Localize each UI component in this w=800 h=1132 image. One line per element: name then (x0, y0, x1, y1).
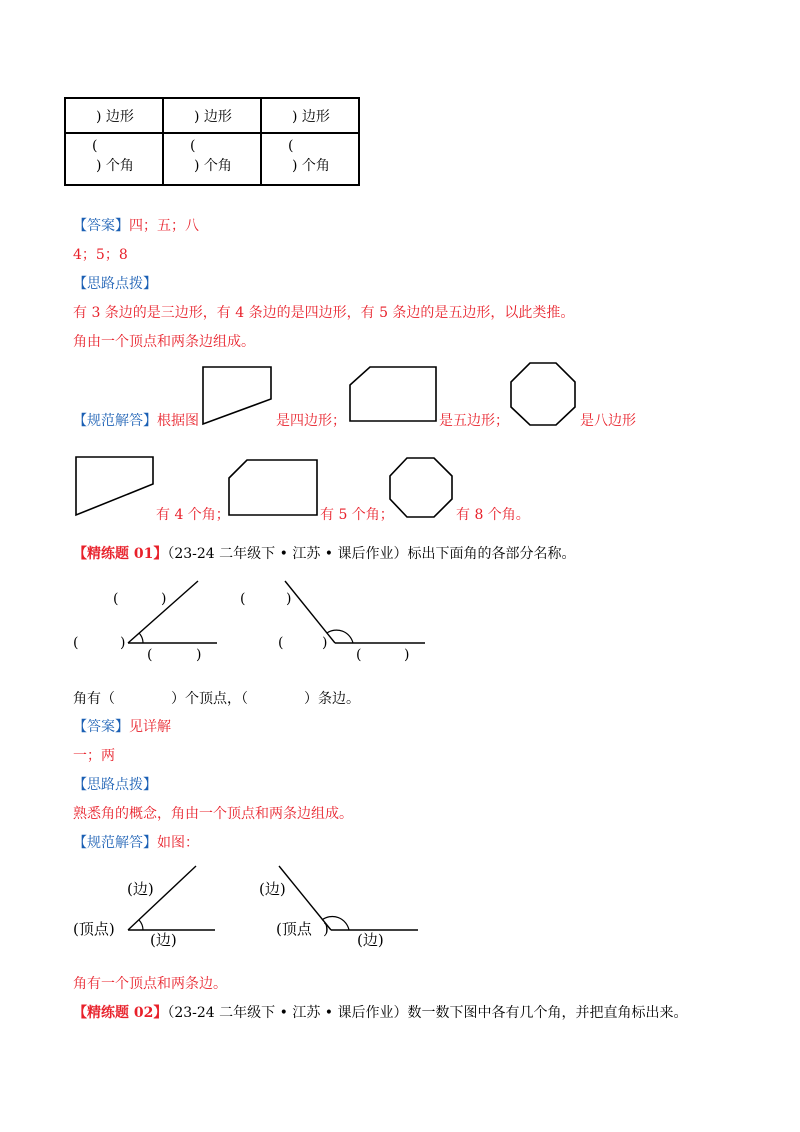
angle-arc (139, 920, 143, 930)
blank-open: ( (73, 635, 79, 651)
hint-tag: 【思路点拨】 (73, 777, 157, 793)
answer-line-2: 一；两 (73, 748, 115, 764)
solution-lead: 如图： (157, 835, 199, 851)
cell-text: ) 边形 (194, 109, 232, 125)
exercise-question: 角有（ ）个顶点，（ ）条边。 (73, 691, 360, 707)
hint-tag: 【思路点拨】 (73, 276, 157, 292)
blank-close: ) (196, 647, 202, 663)
exercise-text: （23-24 二年级下 • 江苏 • 课后作业）数一数下图中各有几个角，并把直角标出来。 (167, 1005, 688, 1021)
edge-label: (边) (150, 931, 177, 949)
blank-close: ) (404, 647, 410, 663)
blank-close: ) (161, 591, 167, 607)
answer-tag: 【答案】 (73, 218, 129, 234)
hint-line: 熟悉角的概念，角由一个顶点和两条边组成。 (73, 806, 353, 822)
blank-open: ( (147, 647, 153, 663)
exercise-tag: 【精练题 01】 (73, 546, 168, 562)
shape-caption: 有 4 个角； (156, 507, 230, 523)
blank-open: ( (240, 591, 246, 607)
blank-open: ( (278, 635, 284, 651)
solution-tag: 【规范解答】 (73, 413, 157, 429)
blank-close: ) (120, 635, 126, 651)
conclusion: 角有一个顶点和两条边。 (73, 976, 227, 992)
edge-label: (边) (127, 880, 154, 898)
answer-tag: 【答案】 (73, 719, 129, 735)
shape-caption: 是五边形； (439, 413, 509, 429)
edge-label: (边) (357, 931, 384, 949)
cell-paren: ( (288, 138, 294, 154)
shape-caption: 有 8 个角。 (456, 507, 530, 523)
exercise-line (73, 1004, 687, 1022)
hint-line: 角由一个顶点和两条边组成。 (73, 334, 255, 350)
cell-text: ) 个角 (292, 158, 330, 174)
cell-text: ) 边形 (96, 109, 134, 125)
cell-paren: ( (190, 138, 196, 154)
shape-caption: 是四边形； (276, 413, 346, 429)
answer-line-2: 4；5；8 (73, 247, 128, 263)
exercise-tag: 【精练题 02】 (73, 1005, 168, 1021)
vertex-label: (顶点 (276, 920, 312, 938)
blank-open: ( (356, 647, 362, 663)
answer-text: 四；五；八 (129, 218, 199, 234)
exercise-text: （23-24 二年级下 • 江苏 • 课后作业）标出下面角的各部分名称。 (167, 546, 576, 562)
shape-caption: 是八边形 (580, 413, 636, 429)
angle-edge-line (128, 866, 196, 930)
blank-open: ( (113, 591, 119, 607)
cell-text: ) 个角 (194, 158, 232, 174)
solution-lead: 根据图 (157, 413, 199, 429)
answer-text: 见详解 (129, 719, 171, 735)
cell-text: ) 边形 (292, 109, 330, 125)
cell-paren: ( (92, 138, 98, 154)
vertex-label-close: ) (323, 920, 329, 938)
blank-close: ) (322, 635, 328, 651)
blank-close: ) (286, 591, 292, 607)
vertex-label: (顶点) (73, 920, 115, 938)
solution-tag: 【规范解答】 (73, 835, 157, 851)
shape-caption: 有 5 个角； (320, 507, 394, 523)
edge-label: (边) (259, 880, 286, 898)
hint-line: 有 3 条边的是三边形，有 4 条边的是四边形，有 5 条边的是五边形，以此类推。 (73, 305, 575, 321)
cell-text: ) 个角 (96, 158, 134, 174)
